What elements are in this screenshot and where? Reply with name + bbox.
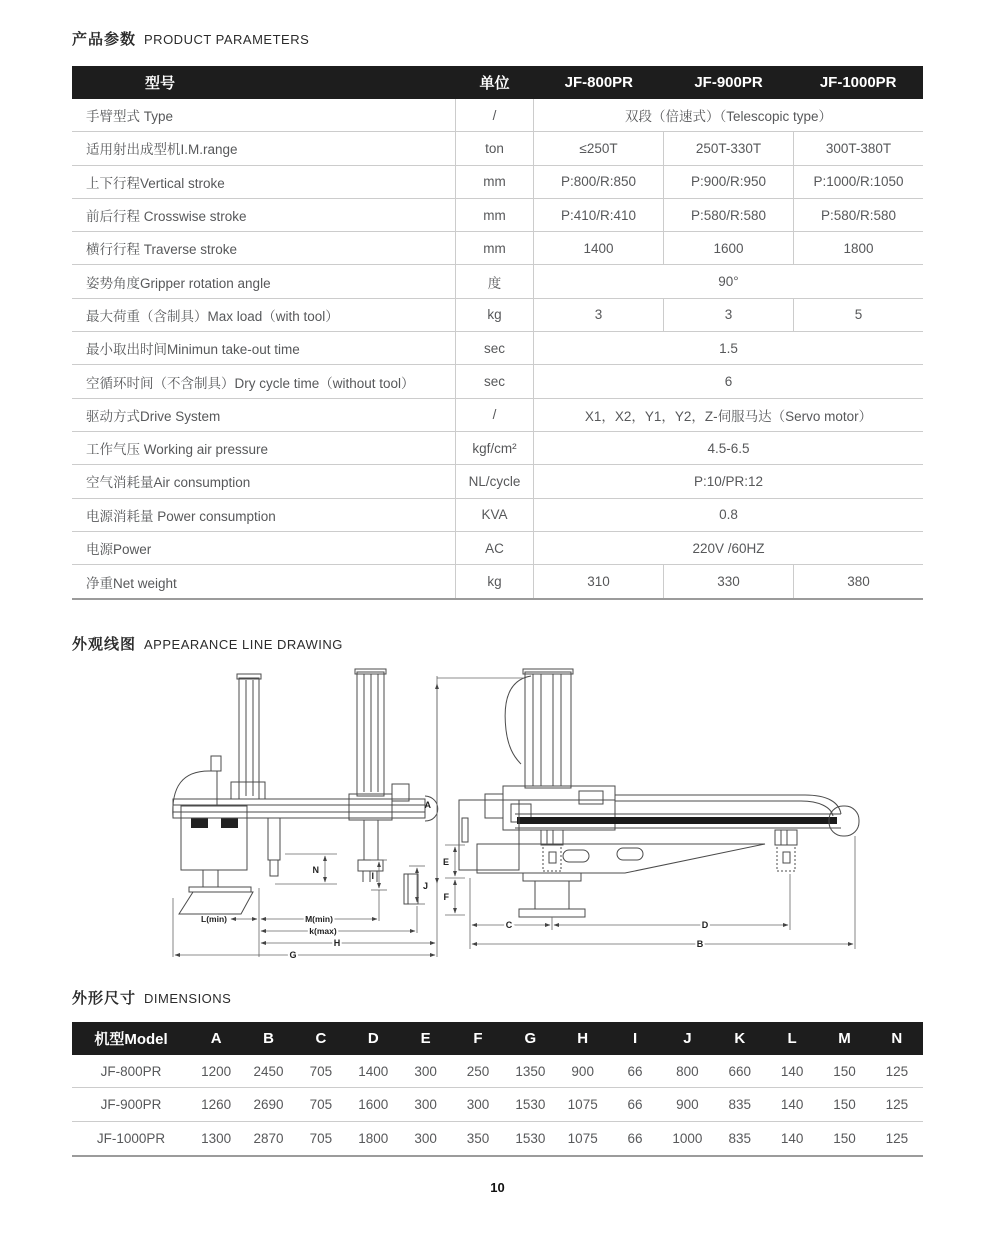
spec-label: 空循环时间（不含制具）Dry cycle time（without tool）	[86, 375, 415, 391]
spec-value: 3	[663, 299, 793, 331]
dim-label-b: B	[696, 939, 704, 949]
dimension-value: 705	[309, 1130, 333, 1146]
dimension-value: 140	[780, 1063, 804, 1079]
dimension-column-header: C	[315, 1030, 327, 1047]
dimension-value: 1530	[515, 1130, 546, 1146]
parameters-title-zh: 产品参数	[72, 31, 137, 48]
dimension-value: 150	[833, 1130, 856, 1146]
spec-label: 空气消耗量Air consumption	[86, 475, 251, 491]
side-view-drawing	[459, 669, 859, 917]
spec-table-row	[72, 299, 923, 332]
dimension-value: 660	[728, 1063, 752, 1079]
dimension-value: 66	[627, 1130, 643, 1146]
dimension-column-header: E	[420, 1030, 431, 1047]
spec-value: 330	[663, 565, 793, 598]
dimension-value: 66	[627, 1097, 643, 1113]
dimension-value: 250	[466, 1063, 490, 1079]
spec-value: 380	[793, 565, 923, 598]
dimension-column-header: K	[734, 1030, 746, 1047]
spec-label: 上下行程Vertical stroke	[86, 175, 225, 191]
spec-unit: mm	[455, 232, 534, 264]
dimension-column-header: I	[632, 1030, 638, 1047]
dim-label-h: H	[333, 938, 341, 948]
dimension-value: 1200	[201, 1063, 232, 1079]
dimension-value: 1075	[567, 1130, 598, 1146]
appearance-line-drawing	[165, 668, 865, 968]
spec-table-row	[72, 166, 923, 199]
dimension-value: 1400	[358, 1063, 389, 1079]
dimension-value: 835	[728, 1130, 752, 1146]
spec-label: 净重Net weight	[86, 575, 177, 591]
dim-label-n: N	[312, 865, 319, 875]
dimensions-table-header	[72, 1022, 923, 1055]
spec-value-merged: 4.5-6.5	[707, 440, 750, 456]
spec-table-row	[72, 132, 923, 165]
spec-unit: mm	[455, 166, 534, 198]
spec-unit: sec	[455, 365, 534, 397]
dimension-value: 835	[728, 1097, 752, 1113]
spec-unit: sec	[455, 332, 534, 364]
dimension-table-row	[72, 1122, 923, 1155]
spec-value-merged: 6	[724, 374, 733, 390]
dimension-column-header: L	[787, 1030, 797, 1047]
spec-value-merged: P:10/PR:12	[693, 473, 764, 489]
dimension-value: 125	[885, 1063, 909, 1079]
spec-label: 工作气压 Working air pressure	[86, 442, 269, 458]
spec-table-row	[72, 265, 923, 298]
spec-table-row	[72, 432, 923, 465]
spec-unit: 度	[455, 265, 534, 297]
dimension-value: 1530	[515, 1097, 546, 1113]
dimensions-table	[72, 1022, 923, 1157]
dimension-value: 1300	[201, 1130, 232, 1146]
model-name-header: JF-1000PR	[819, 74, 897, 91]
spec-value-merged: 220V /60HZ	[692, 540, 765, 556]
spec-value: P:410/R:410	[560, 207, 637, 223]
dim-label-f: F	[443, 892, 449, 902]
spec-unit: NL/cycle	[455, 465, 534, 497]
dimension-value: 2870	[253, 1130, 284, 1146]
front-view-drawing	[173, 669, 438, 914]
spec-table-row	[72, 465, 923, 498]
spec-value: P:580/R:580	[663, 199, 793, 231]
spec-label: 适用射出成型机I.M.range	[86, 142, 238, 158]
dimension-value: 2690	[253, 1097, 284, 1113]
parameters-title-en: PRODUCT PARAMETERS	[144, 32, 310, 47]
dimension-value: 1000	[672, 1130, 703, 1146]
spec-table-row	[72, 332, 923, 365]
dimension-value: 140	[780, 1097, 804, 1113]
spec-label: 最大荷重（含制具）Max load（with tool）	[86, 308, 339, 324]
spec-unit: kg	[455, 565, 534, 598]
dimension-value: 900	[571, 1063, 594, 1079]
dimension-value: 800	[676, 1063, 699, 1079]
spec-unit: mm	[455, 199, 534, 231]
dimension-table-row	[72, 1088, 923, 1121]
dim-label-a: A	[424, 800, 431, 810]
spec-table-row	[72, 365, 923, 398]
dimensions-title-en: DIMENSIONS	[144, 991, 232, 1006]
dimension-value: 150	[833, 1097, 856, 1113]
dim-label-m-min: M(min)	[305, 914, 333, 924]
spec-table-row	[72, 532, 923, 565]
spec-value-merged: X1，X2，Y1，Y2，Z-伺服马达（Servo motor）	[584, 408, 873, 424]
dimensions-title-zh: 外形尺寸	[72, 990, 137, 1007]
spec-value-merged: 90°	[718, 274, 739, 290]
dimension-value: 300	[414, 1063, 437, 1079]
spec-table-row	[72, 499, 923, 532]
drawing-title-en: APPEARANCE LINE DRAWING	[144, 637, 343, 652]
parameters-table-header	[72, 66, 923, 99]
spec-value: ≤250T	[579, 140, 618, 156]
drawing-title-zh: 外观线图	[72, 636, 137, 653]
dimension-value: 66	[627, 1063, 643, 1079]
spec-value-merged: 1.5	[719, 340, 738, 356]
spec-label: 前后行程 Crosswise stroke	[86, 209, 247, 225]
dimension-column-header: F	[473, 1030, 483, 1047]
dimension-value: 300	[414, 1097, 437, 1113]
model-column-header: 机型Model	[94, 1031, 168, 1048]
spec-value: P:800/R:850	[560, 174, 637, 190]
dimension-value: 2450	[253, 1063, 284, 1079]
spec-unit: kgf/cm²	[455, 432, 534, 464]
spec-table-row	[72, 99, 923, 132]
dimension-value: 300	[466, 1097, 490, 1113]
spec-unit: /	[455, 99, 534, 131]
spec-label: 最小取出时间Minimun take-out time	[86, 342, 300, 358]
dim-label-i: I	[371, 871, 374, 881]
page-number: 10	[490, 1180, 505, 1195]
spec-value: 3	[594, 307, 603, 323]
spec-table-row	[72, 565, 923, 598]
dimension-model-name: JF-1000PR	[96, 1130, 166, 1146]
dimension-column-header: D	[367, 1030, 379, 1047]
unit-column-header: 单位	[479, 75, 510, 92]
dimension-column-header: N	[891, 1030, 903, 1047]
dimension-value: 140	[780, 1130, 804, 1146]
spec-table-row	[72, 232, 923, 265]
parameters-table-body	[72, 99, 923, 598]
spec-value-merged: 0.8	[719, 507, 738, 523]
dimensions-section-title	[72, 987, 231, 1008]
dimension-value: 150	[833, 1063, 856, 1079]
model-name-header: JF-900PR	[694, 74, 763, 91]
dimension-column-header: M	[838, 1030, 851, 1047]
spec-label: 驱动方式Drive System	[86, 408, 221, 424]
spec-table-row	[72, 399, 923, 432]
dimension-column-header: H	[577, 1030, 589, 1047]
dimension-table-row	[72, 1055, 923, 1088]
dimension-value: 705	[309, 1063, 333, 1079]
model-name-header: JF-800PR	[564, 74, 634, 91]
dim-label-c: C	[505, 920, 513, 930]
dimension-model-name: JF-900PR	[100, 1097, 162, 1113]
parameters-table	[72, 66, 923, 600]
dim-label-g: G	[289, 950, 297, 960]
drawing-section-title	[72, 633, 343, 654]
spec-value: 250T-330T	[663, 132, 793, 164]
spec-value-merged: 双段（倍速式）（Telescopic type）	[624, 109, 833, 125]
dimension-value: 1350	[515, 1063, 546, 1079]
spec-table-row	[72, 199, 923, 232]
dimension-column-header: J	[683, 1030, 692, 1047]
dim-label-j: J	[423, 881, 429, 891]
dim-label-d: D	[701, 920, 709, 930]
spec-unit: kg	[455, 299, 534, 331]
spec-value: P:1000/R:1050	[793, 166, 923, 198]
dimension-column-header: A	[210, 1030, 222, 1047]
spec-value: 5	[793, 299, 923, 331]
spec-value: 310	[587, 574, 610, 590]
dimension-value: 1075	[567, 1097, 598, 1113]
spec-unit: AC	[455, 532, 534, 564]
model-column-header: 型号	[145, 75, 176, 92]
dimensions-table-body	[72, 1055, 923, 1155]
spec-value: 1400	[583, 240, 614, 256]
dimension-value: 350	[466, 1130, 490, 1146]
dimension-value: 300	[414, 1130, 437, 1146]
spec-value: 1600	[663, 232, 793, 264]
dimension-value: 125	[885, 1130, 909, 1146]
dimension-value: 705	[309, 1097, 333, 1113]
dimension-value: 900	[676, 1097, 699, 1113]
dimension-column-header: G	[524, 1030, 537, 1047]
dimension-value: 1800	[358, 1130, 389, 1146]
spec-label: 电源Power	[86, 542, 152, 557]
dim-label-k-max: k(max)	[309, 926, 337, 936]
spec-value: P:900/R:950	[663, 166, 793, 198]
dim-label-l-min: L(min)	[201, 914, 227, 924]
spec-value: 300T-380T	[793, 132, 923, 164]
spec-label: 电源消耗量 Power consumption	[86, 508, 276, 524]
dimension-value: 1260	[201, 1097, 232, 1113]
spec-unit: ton	[455, 132, 534, 164]
parameters-section-title	[72, 28, 309, 49]
dimension-value: 1600	[358, 1097, 389, 1113]
spec-value: P:580/R:580	[793, 199, 923, 231]
spec-label: 姿势角度Gripper rotation angle	[86, 275, 271, 291]
spec-unit: /	[455, 399, 534, 431]
spec-unit: KVA	[455, 499, 534, 531]
dimension-value: 125	[885, 1097, 909, 1113]
spec-label: 横行行程 Traverse stroke	[86, 242, 238, 258]
dimension-model-name: JF-800PR	[100, 1063, 162, 1079]
dim-label-e: E	[442, 857, 449, 867]
spec-label: 手臂型式 Type	[86, 109, 174, 125]
dimension-column-header: B	[263, 1030, 274, 1047]
spec-value: 1800	[793, 232, 923, 264]
